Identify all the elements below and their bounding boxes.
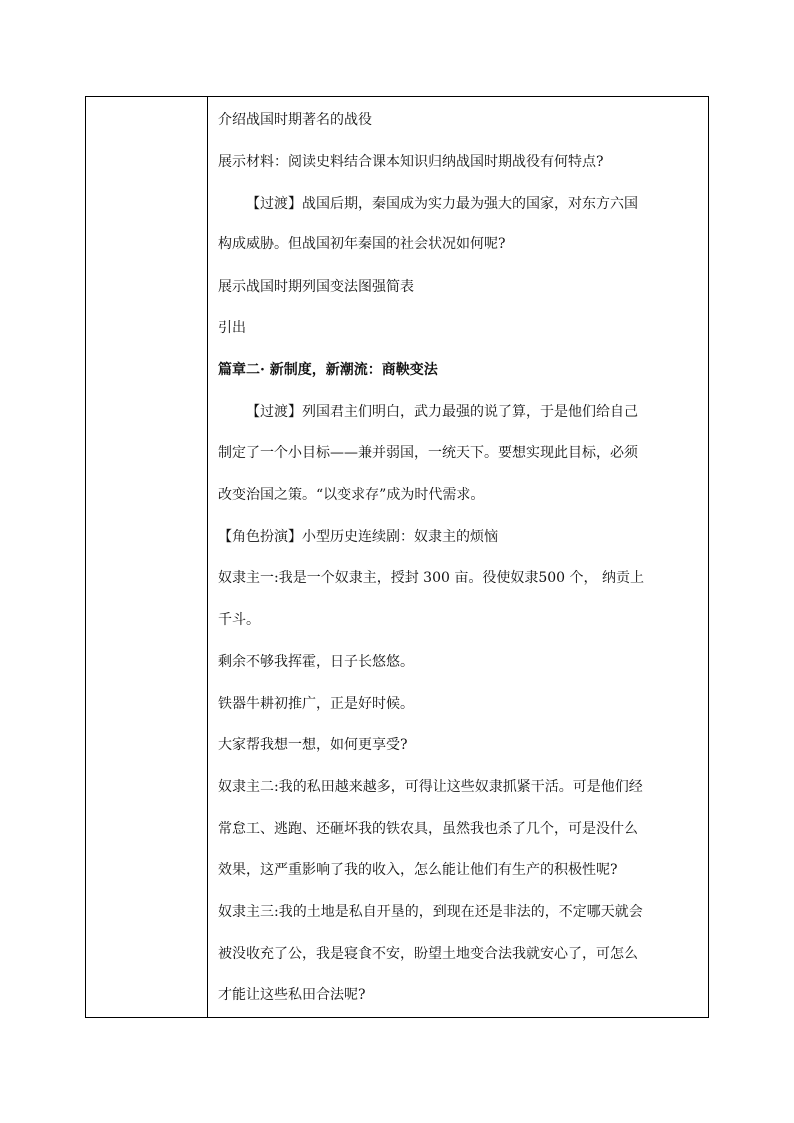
text-line: 奴隶主二:我的私田越来越多，可得让这些奴隶抓紧干活。可是他们经 <box>218 779 643 795</box>
text-line: 介绍战国时期著名的战役 <box>218 112 372 128</box>
text-line: 引出 <box>218 320 246 336</box>
text-line: 才能让这些私田合法呢? <box>218 987 366 1003</box>
left-column-cell <box>86 97 208 1017</box>
text-line: 展示战国时期列国变法图强简表 <box>218 279 414 295</box>
text-line: 【过渡】战国后期，秦国成为实力最为强大的国家，对东方六国 <box>246 196 638 212</box>
text-line: 制定了一个小目标——兼并弱国，一统天下。要想实现此目标，必须 <box>218 445 638 461</box>
text-line: 被没收充了公，我是寝食不安，盼望土地变合法我就安心了，可怎么 <box>218 946 638 962</box>
lesson-table <box>85 96 709 1018</box>
text-line: 千斗。 <box>218 612 260 628</box>
text-line: 剩余不够我挥霍，日子长悠悠。 <box>218 654 414 670</box>
text-line: 常怠工、逃跑、还砸坏我的铁农具，虽然我也杀了几个，可是没什么 <box>218 821 638 837</box>
text-line: 【过渡】列国君主们明白，武力最强的说了算，于是他们给自己 <box>246 404 638 420</box>
text-line: 构成威胁。但战国初年秦国的社会状况如何呢? <box>218 236 506 252</box>
text-line: 效果，这严重影响了我的收入，怎么能让他们有生产的积极性呢? <box>218 862 618 878</box>
text-line: 大家帮我想一想，如何更享受? <box>218 737 408 753</box>
text-line: 【角色扮演】小型历史连续剧：奴隶主的烦恼 <box>218 529 498 545</box>
text-line: 改变治国之策。“以变求存”成为时代需求。 <box>218 487 485 503</box>
section-heading: 篇章二· 新制度，新潮流：商鞅变法 <box>218 362 438 378</box>
text-line: 铁器牛耕初推广，正是好时候。 <box>218 696 414 712</box>
text-line: 奴隶主一:我是一个奴隶主，授封 300 亩。役使奴隶500 个， 纳贡上 <box>218 570 644 586</box>
text-line: 展示材料：阅读史料结合课本知识归纳战国时期战役有何特点? <box>218 154 604 170</box>
text-line: 奴隶主三:我的土地是私自开垦的，到现在还是非法的，不定哪天就会 <box>218 904 643 920</box>
